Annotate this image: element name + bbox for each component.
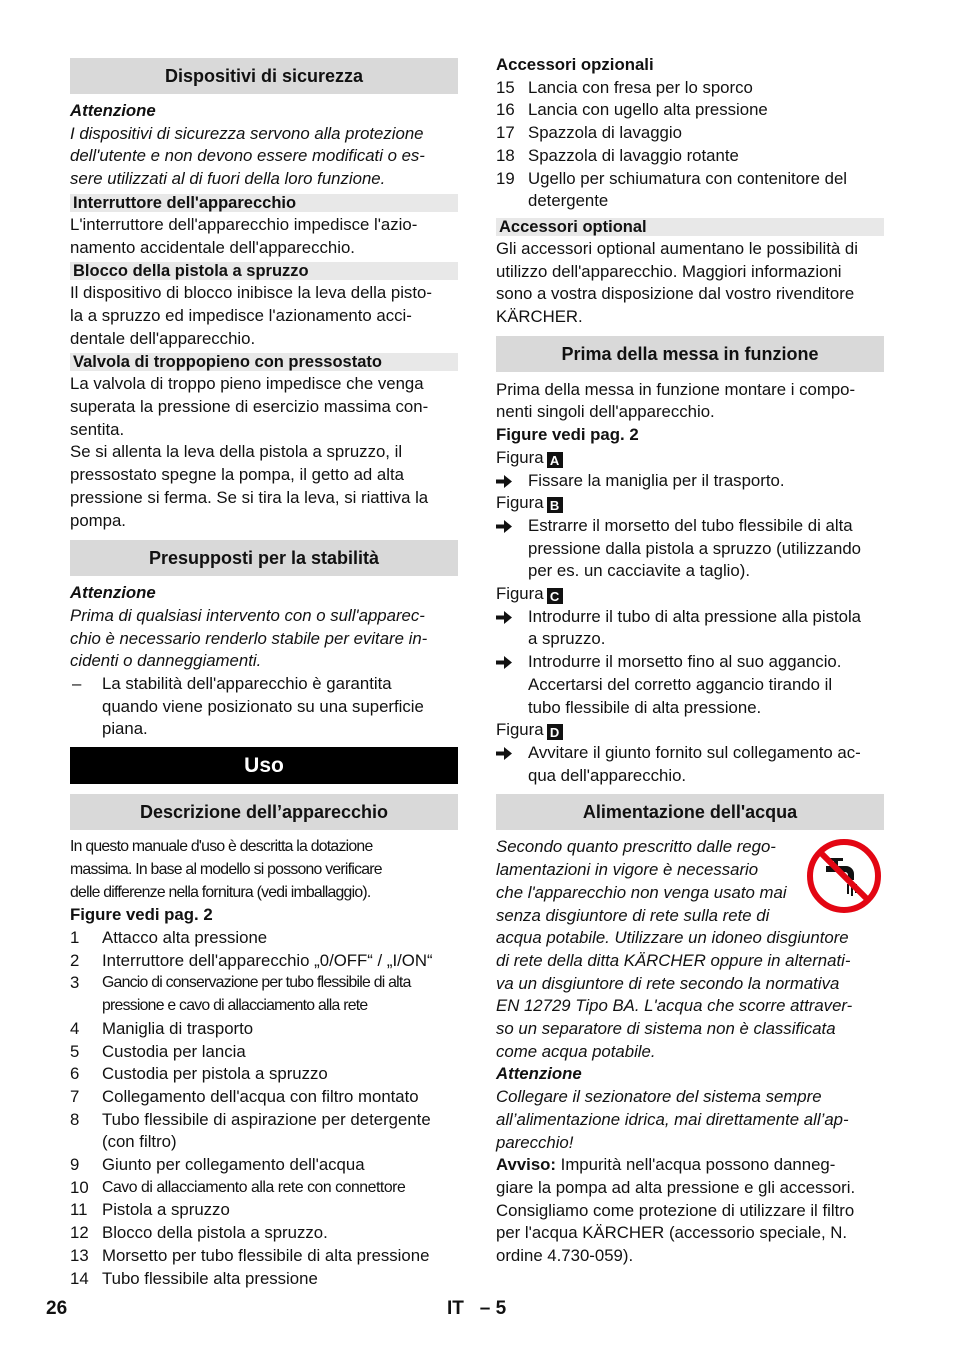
- text-line: di rete della ditta KÄRCHER oppure in alternati-: [496, 950, 851, 970]
- figure-letter-box: D: [547, 724, 563, 740]
- figure-label: Figura C: [496, 583, 884, 606]
- list-item-text: Spazzola di lavaggio: [528, 123, 682, 143]
- text-line: In questo manuale d'uso è descritta la dotazione: [70, 838, 373, 856]
- list-item: [496, 122, 884, 145]
- text-line: pressostato spegne la pompa, il getto ad alta: [70, 465, 404, 485]
- list-item-text: Attacco alta pressione: [102, 927, 268, 947]
- list-item-number: 6: [70, 1064, 80, 1084]
- text-line: Il dispositivo di blocco inibisce la leva della pisto-: [70, 283, 432, 303]
- text-line: Collegare il sezionatore del sistema sempre: [496, 1087, 822, 1107]
- arrow-right-icon: [496, 520, 512, 533]
- list-item-number: 10: [70, 1177, 89, 1197]
- stability-item-text: [102, 673, 424, 741]
- list-item-text: Custodia per pistola a spruzzo: [102, 1064, 328, 1084]
- stability-list-item: [70, 673, 458, 741]
- language-page-label: IT – 5: [447, 1298, 507, 1319]
- list-item-number: 13: [70, 1245, 89, 1265]
- figure-label: Figura A: [496, 447, 884, 470]
- text-line: Prima della messa in funzione montare i compo-: [496, 379, 856, 399]
- text-line: Secondo quanto prescritto dalle rego-: [496, 837, 776, 857]
- list-item-number: 12: [70, 1223, 89, 1243]
- parts-list: [70, 927, 458, 1290]
- heading-overflow-valve: Valvola di troppopieno con pressostato: [70, 353, 458, 371]
- text-line: giare la pompa ad alta pressione e gli accessori.: [496, 1177, 856, 1197]
- step-text: Introdurre il tubo di alta pressione alla pistola a spruzzo.: [528, 606, 862, 649]
- list-item: [70, 1245, 458, 1268]
- list-item-text: Blocco della pistola a spruzzo.: [102, 1223, 328, 1243]
- list-item-text: Lancia con ugello alta pressione: [528, 100, 768, 120]
- list-item-number: 3: [70, 973, 80, 993]
- text-line: pompa.: [70, 510, 126, 530]
- safety-attention-label: Attenzione: [70, 101, 156, 120]
- list-item-number: 7: [70, 1086, 80, 1106]
- text-line: piana.: [102, 719, 148, 739]
- text-line: so un separatore di sistema non è classificata: [496, 1019, 836, 1039]
- list-item-number: 4: [70, 1018, 80, 1038]
- list-item-number: 5: [70, 1041, 80, 1061]
- description-text: [70, 836, 458, 904]
- figure-letter-box: A: [547, 452, 563, 468]
- list-item: [70, 1018, 458, 1041]
- text-line: Gli accessori optional aumentano le possibilità di: [496, 238, 858, 258]
- gun-lock-text: [70, 282, 458, 350]
- text-line: Prima di qualsiasi intervento con o sull'apparec-: [70, 605, 425, 625]
- text-line: massima. In base al modello si possono verificare: [70, 860, 382, 878]
- list-item: [70, 1041, 458, 1064]
- list-item-number: 14: [70, 1268, 89, 1288]
- text-line: all’alimentazione idrica, mai direttamente all’ap-: [496, 1109, 849, 1129]
- step-text: Avvitare il giunto fornito sul collegamento ac- qua dell'apparecchio.: [528, 742, 861, 785]
- step-item: [496, 742, 884, 787]
- text-line: Consigliamo come protezione di utilizzare il filtro: [496, 1200, 855, 1220]
- list-item-text: Lancia con fresa per lo sporco: [528, 77, 753, 97]
- text-line: come acqua potabile.: [496, 1041, 656, 1061]
- list-item: [70, 1222, 458, 1245]
- step-item: [496, 606, 884, 651]
- text-line: La valvola di troppo pieno impedisce che venga: [70, 374, 424, 394]
- list-item: [496, 77, 884, 100]
- page-number: 26: [46, 1298, 68, 1319]
- list-item: [70, 1154, 458, 1177]
- list-item: [70, 1109, 458, 1154]
- switch-text: [70, 214, 458, 259]
- text-line: sere utilizzati al di fuori della loro funzione.: [70, 169, 386, 189]
- optional-accessories-list: [496, 77, 884, 213]
- overflow-valve-text: [70, 373, 458, 532]
- text-line: dentale dell'apparecchio.: [70, 328, 256, 348]
- water-attention-label: Attenzione: [496, 1064, 582, 1084]
- water-attention-text: [496, 1086, 884, 1154]
- text-line: ordine 4.730-059).: [496, 1246, 634, 1266]
- list-item: [70, 1086, 458, 1109]
- list-item: [496, 168, 884, 213]
- stability-text: [70, 605, 458, 673]
- list-item: [70, 1177, 458, 1200]
- text-line: dell'utente e non devono essere modificati o es-: [70, 146, 425, 166]
- text-line: delle differenze nella fornitura (vedi imballaggio).: [70, 883, 371, 901]
- text-line: lamentazioni in vigore è necessario: [496, 860, 759, 880]
- list-item-text: Maniglia di trasporto: [102, 1018, 254, 1038]
- text-line: utilizzo dell'apparecchio. Maggiori informazioni: [496, 261, 842, 281]
- arrow-right-icon: [496, 475, 512, 488]
- heading-accessories-optional: Accessori optional: [496, 218, 884, 236]
- accessories-optional-text: [496, 238, 884, 329]
- list-item-text: Cavo di allacciamento alla rete con connettore: [102, 1178, 406, 1196]
- list-item-text: Tubo flessibile di aspirazione per detergente (con filtro): [102, 1109, 431, 1152]
- step-text: Fissare la maniglia per il trasporto.: [528, 470, 785, 490]
- heading-water-supply: Alimentazione dell'acqua: [496, 794, 884, 830]
- heading-device-description: Descrizione dell’apparecchio: [70, 794, 458, 830]
- heading-before-start: Prima della messa in funzione: [496, 336, 884, 372]
- list-item-text: Morsetto per tubo flessibile di alta pressione: [102, 1245, 430, 1265]
- text-line: namento accidentale dell'apparecchio.: [70, 237, 355, 257]
- text-line: pressione si ferma. Se si tira la leva, si riattiva la: [70, 487, 429, 507]
- text-line: che l'apparecchio non venga usato mai: [496, 882, 787, 902]
- list-item-text: Interruttore dell'apparecchio „0/OFF“ / „I/ON“: [102, 950, 433, 970]
- list-item-text: Giunto per collegamento dell'acqua: [102, 1155, 365, 1175]
- list-item: [496, 99, 884, 122]
- arrow-right-icon: [496, 656, 512, 669]
- list-item: [496, 145, 884, 168]
- heading-use: Uso: [70, 747, 458, 784]
- before-start-text: [496, 379, 884, 424]
- list-item-number: 15: [496, 77, 515, 97]
- safety-text: [70, 123, 458, 191]
- avviso-label: Avviso:: [496, 1155, 556, 1175]
- dash-bullet: –: [72, 674, 82, 694]
- list-item: [70, 972, 458, 1017]
- list-item: [70, 950, 458, 973]
- list-item-text: Collegamento dell'acqua con filtro montato: [102, 1086, 419, 1106]
- text-line: cidenti o danneggiamenti.: [70, 651, 262, 671]
- text-line: quando viene posizionato su una superficie: [102, 696, 424, 716]
- heading-safety-devices: Dispositivi di sicurezza: [70, 58, 458, 94]
- text-line: la a spruzzo ed impedisce l'azionamento acci-: [70, 305, 412, 325]
- heading-gun-lock: Blocco della pistola a spruzzo: [70, 262, 458, 280]
- no-drinking-water-icon: [804, 836, 884, 916]
- list-item-number: 19: [496, 168, 515, 188]
- text-line: per l'acqua KÄRCHER (accessorio speciale, N.: [496, 1223, 848, 1243]
- list-item-number: 8: [70, 1109, 80, 1129]
- heading-stability: Presupposti per la stabilità: [70, 540, 458, 576]
- text-line: superata la pressione di esercizio massima con-: [70, 397, 429, 417]
- step-text: Introdurre il morsetto fino al suo aggancio. Accertarsi del corretto aggancio tirando il tubo flessibile di alta pressione.: [528, 652, 842, 717]
- list-item-text: Pistola a spruzzo: [102, 1200, 230, 1220]
- list-item: [70, 927, 458, 950]
- right-column: [496, 54, 884, 1268]
- step-item: [496, 470, 884, 493]
- avviso-first-line: Impurità nell'acqua possono danneg-: [556, 1155, 836, 1175]
- arrow-right-icon: [496, 611, 512, 624]
- list-item: [70, 1268, 458, 1291]
- text-line: nenti singoli dell'apparecchio.: [496, 402, 715, 422]
- text-line: sono a vostra disposizione dal vostro rivenditore: [496, 284, 855, 304]
- water-supply-text: [496, 836, 884, 1063]
- text-line: chio è necessario renderlo stabile per evitare in-: [70, 628, 428, 648]
- text-line: senza disgiuntore di rete sulla rete di: [496, 905, 770, 925]
- list-item-text: Gancio di conservazione per tubo flessibile di alta pressione e cavo di allacciamento alla rete: [102, 974, 411, 1015]
- list-item-text: Ugello per schiumatura con contenitore del detergente: [528, 168, 848, 211]
- step-item: [496, 651, 884, 719]
- figure-letter-box: B: [547, 497, 563, 513]
- step-item: [496, 515, 884, 583]
- text-line: va un disgiuntore di rete secondo la normativa: [496, 973, 840, 993]
- list-item-number: 1: [70, 927, 80, 947]
- list-item-text: Custodia per lancia: [102, 1041, 246, 1061]
- list-item-text: Tubo flessibile alta pressione: [102, 1268, 318, 1288]
- description-figure-ref: Figure vedi pag. 2: [70, 905, 213, 925]
- list-item-number: 11: [70, 1200, 88, 1220]
- text-line: acqua potabile. Utilizzare un idoneo disgiuntore: [496, 928, 849, 948]
- list-item: [70, 1063, 458, 1086]
- list-item: [70, 1199, 458, 1222]
- arrow-right-icon: [496, 747, 512, 760]
- list-item-text: Spazzola di lavaggio rotante: [528, 145, 739, 165]
- text-line: EN 12729 Tipo BA. L'acqua che scorre attraver-: [496, 996, 853, 1016]
- figure-letter-box: C: [547, 588, 563, 604]
- figure-label: Figura B: [496, 492, 884, 515]
- text-line: Se si allenta la leva della pistola a spruzzo, il: [70, 442, 403, 462]
- list-item-number: 9: [70, 1155, 80, 1175]
- figure-steps: [496, 447, 884, 788]
- text-line: I dispositivi di sicurezza servono alla protezione: [70, 123, 424, 143]
- before-start-figure-ref: Figure vedi pag. 2: [496, 425, 639, 445]
- list-item-number: 2: [70, 950, 80, 970]
- text-line: parecchio!: [496, 1132, 574, 1152]
- text-line: KÄRCHER.: [496, 307, 583, 327]
- figure-label: Figura D: [496, 719, 884, 742]
- avviso-text: [496, 1154, 884, 1268]
- heading-main-switch: Interruttore dell'apparecchio: [70, 194, 458, 212]
- step-text: Estrarre il morsetto del tubo flessibile di alta pressione dalla pistola a spruzzo (utilizzando per es. un cacciavite a taglio).: [528, 515, 862, 581]
- text-line: sentita.: [70, 419, 125, 439]
- text-line: La stabilità dell'apparecchio è garantita: [102, 674, 392, 694]
- list-item-number: 17: [496, 123, 515, 143]
- list-item-number: 16: [496, 100, 515, 120]
- left-column: [70, 54, 458, 1290]
- heading-optional-accessories: Accessori opzionali: [496, 55, 654, 74]
- list-item-number: 18: [496, 145, 515, 165]
- stability-attention-label: Attenzione: [70, 583, 156, 603]
- text-line: L'interruttore dell'apparecchio impedisce l'azio-: [70, 214, 418, 234]
